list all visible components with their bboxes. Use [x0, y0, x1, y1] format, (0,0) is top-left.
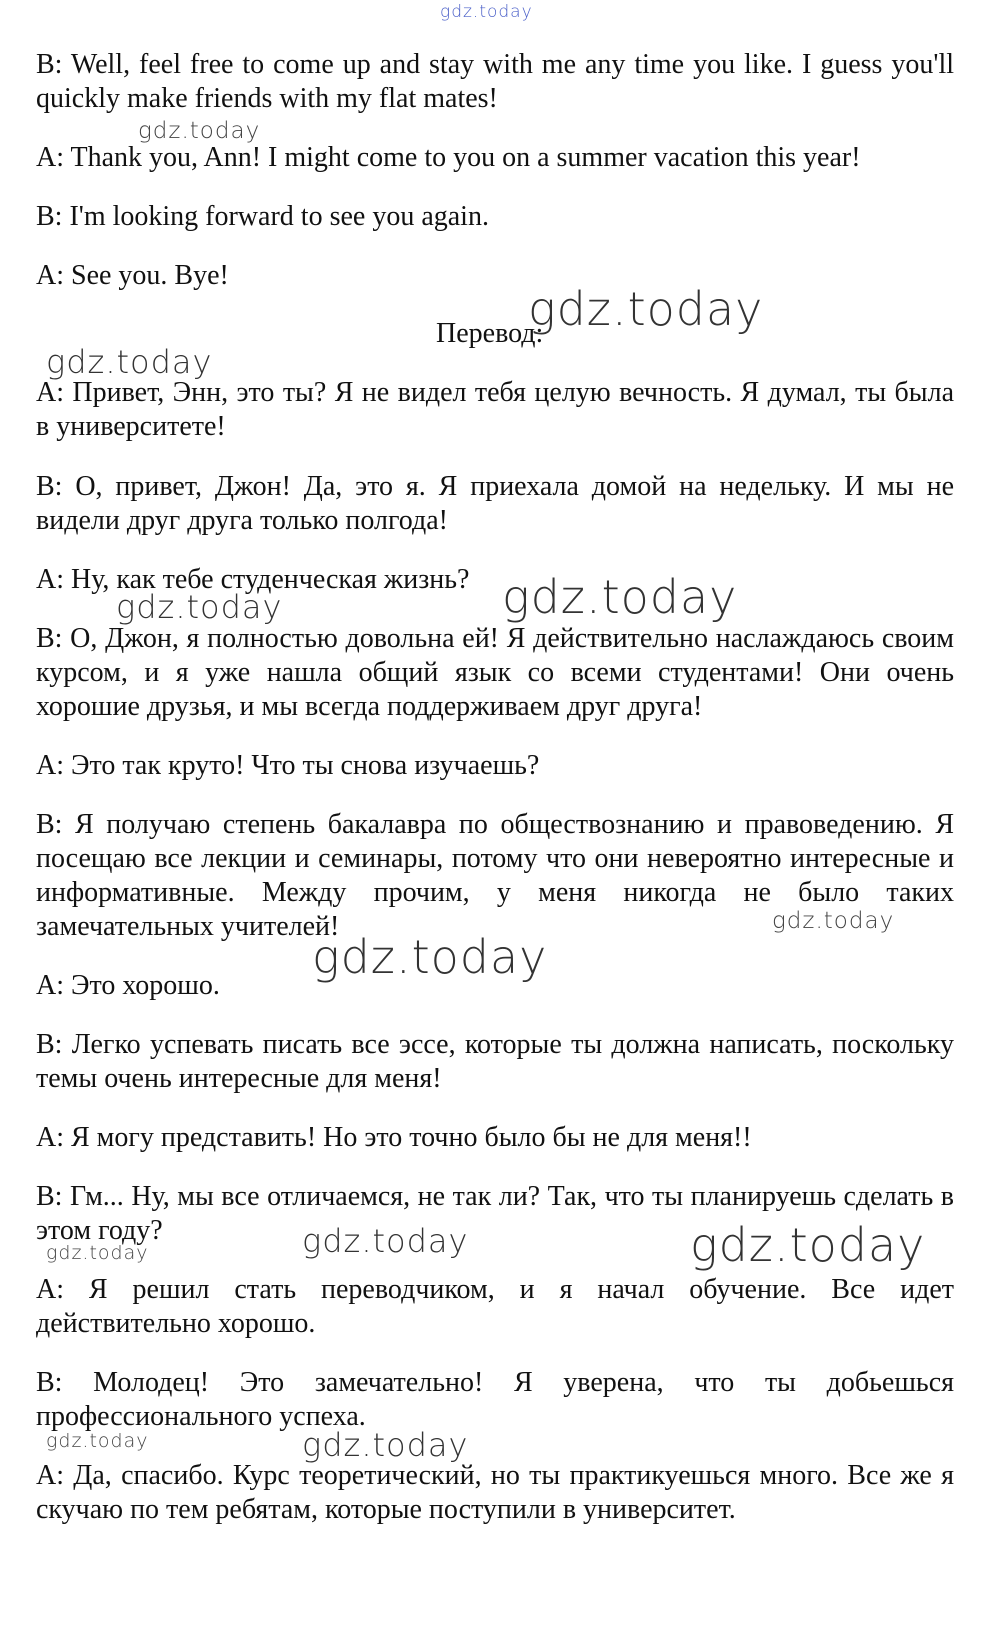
watermark: gdz.today	[772, 908, 895, 934]
paragraph-4: A: See you. Bye!	[36, 260, 229, 291]
paragraph-13: A: Я могу представить! Но это точно было бы не для меня!!	[36, 1122, 752, 1153]
paragraph-2: A: Thank you, Ann! I might come to you on a summer vacation this year!	[36, 142, 861, 173]
paragraph-15: A: Я решил стать переводчиком, и я начал обучение. Все идет действительно хорошо.	[36, 1274, 954, 1339]
watermark: gdz.today	[46, 343, 213, 381]
watermark: gdz.today	[116, 588, 283, 626]
watermark-top: gdz.today	[440, 2, 533, 22]
watermark: gdz.today	[690, 1218, 926, 1272]
paragraph-16: B: Молодец! Это замечательно! Я уверена, что ты добьешься профессионального успеха.	[36, 1367, 954, 1432]
paragraph-7: A: Ну, как тебе студенческая жизнь?	[36, 564, 470, 595]
watermark: gdz.today	[138, 118, 261, 144]
paragraph-1: B: Well, feel free to come up and stay with me any time you like. I guess you'll quickly make friends with my flat mates!	[36, 49, 954, 114]
watermark: gdz.today	[502, 570, 738, 624]
watermark: gdz.today	[528, 282, 764, 336]
paragraph-6: B: О, привет, Джон! Да, это я. Я приехала домой на недельку. И мы не видели друг друга только полгода!	[36, 471, 954, 536]
paragraph-8: B: О, Джон, я полностью довольна ей! Я действительно наслаждаюсь своим курсом, и я уже нашла общий язык со всеми студентами! Они очень хорошие друзья, и мы всегда поддерживаем друг друга!	[36, 623, 954, 722]
paragraph-10: B: Я получаю степень бакалавра по обществознанию и правоведению. Я посещаю все лекции и семинары, потому что они невероятно интересные и информативные. Между прочим, у меня никогда не было таких замечательных учителей!	[36, 809, 954, 942]
paragraph-5: A: Привет, Энн, это ты? Я не видел тебя целую вечность. Я думал, ты была в университете!	[36, 377, 954, 442]
translation-heading: Перевод:	[436, 318, 544, 349]
paragraph-12: B: Легко успевать писать все эссе, которые ты должна написать, поскольку темы очень интересные для меня!	[36, 1029, 954, 1094]
watermark: gdz.today	[302, 1222, 469, 1260]
watermark: gdz.today	[46, 1430, 149, 1452]
paragraph-9: A: Это так круто! Что ты снова изучаешь?	[36, 750, 540, 781]
paragraph-14: B: Гм... Ну, мы все отличаемся, не так ли? Так, что ты планируешь сделать в этом году?	[36, 1181, 954, 1246]
paragraph-17: A: Да, спасибо. Курс теоретический, но ты практикуешься много. Все же я скучаю по тем ребятам, которые поступили в университет.	[36, 1460, 954, 1525]
paragraph-3: B: I'm looking forward to see you again.	[36, 201, 489, 232]
watermark: gdz.today	[312, 930, 548, 984]
watermark: gdz.today	[46, 1242, 149, 1264]
watermark: gdz.today	[302, 1426, 469, 1464]
paragraph-11: A: Это хорошо.	[36, 970, 220, 1001]
